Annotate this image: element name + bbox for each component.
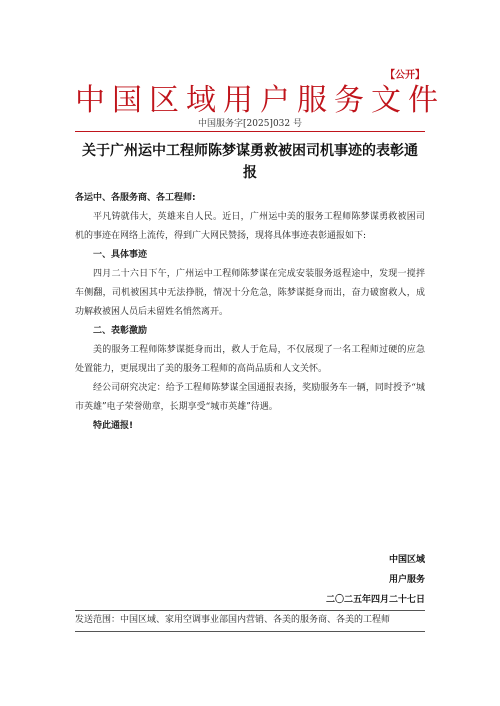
intro-block (75, 208, 425, 436)
signature-org-line1: 中国区域 (388, 555, 425, 565)
distribution-scope: 发送范围：中国区域、家用空调事业部国内营销、各美的服务商、各美的工程师 (75, 615, 391, 625)
section-heading-commendation: 二、表彰激励 (93, 326, 148, 336)
salutation: 各运中、各服务商、各工程师: (75, 193, 196, 203)
distribution-top-rule (75, 610, 425, 611)
section-heading-details: 一、具体事迹 (93, 250, 148, 260)
document-title: 关于广州运中工程师陈梦谋勇救被困司机事迹的表彰通报 (82, 143, 418, 181)
intro-paragraph: 平凡铸就伟大，英雄来自人民。近日，广州运中美的服务工程师陈梦谋勇救被困司机的事迹在网络上流传，得到广大网民赞扬，现将具体事迹表彰通报如下: (75, 212, 425, 241)
document-number: 中国服务字[2025]032 号 (198, 119, 302, 129)
masthead-title: 中国区域用户服务文件 (75, 83, 445, 118)
distribution-bottom-rule (75, 631, 425, 632)
details-paragraph: 四月二十六日下午，广州运中工程师陈梦谋在完成安装服务返程途中，发现一搅拌车侧翻，司机被困其中无法挣脱，情况十分危急，陈梦谋挺身而出，奋力破窗救人，成功解救被困人员后未留姓名悄然离开。 (75, 269, 425, 317)
classification-label: 【公开】 (385, 70, 425, 81)
signature-org-line2: 用户服务 (388, 575, 425, 585)
closing-line: 特此通报! (93, 421, 134, 431)
masthead-divider (75, 131, 425, 132)
signature-date: 二〇二五年四月二十七日 (325, 595, 425, 605)
commendation-paragraph: 美的服务工程师陈梦谋挺身而出，救人于危局，不仅展现了一名工程师过硬的应急处置能力，更展现出了美的服务工程师的高尚品质和人文关怀。 (75, 345, 425, 374)
decision-paragraph: 经公司研究决定：给予工程师陈梦谋全国通报表扬，奖励服务车一辆，同时授予“城市英雄”电子荣誉勋章，长期享受“城市英雄”待遇。 (75, 383, 425, 412)
